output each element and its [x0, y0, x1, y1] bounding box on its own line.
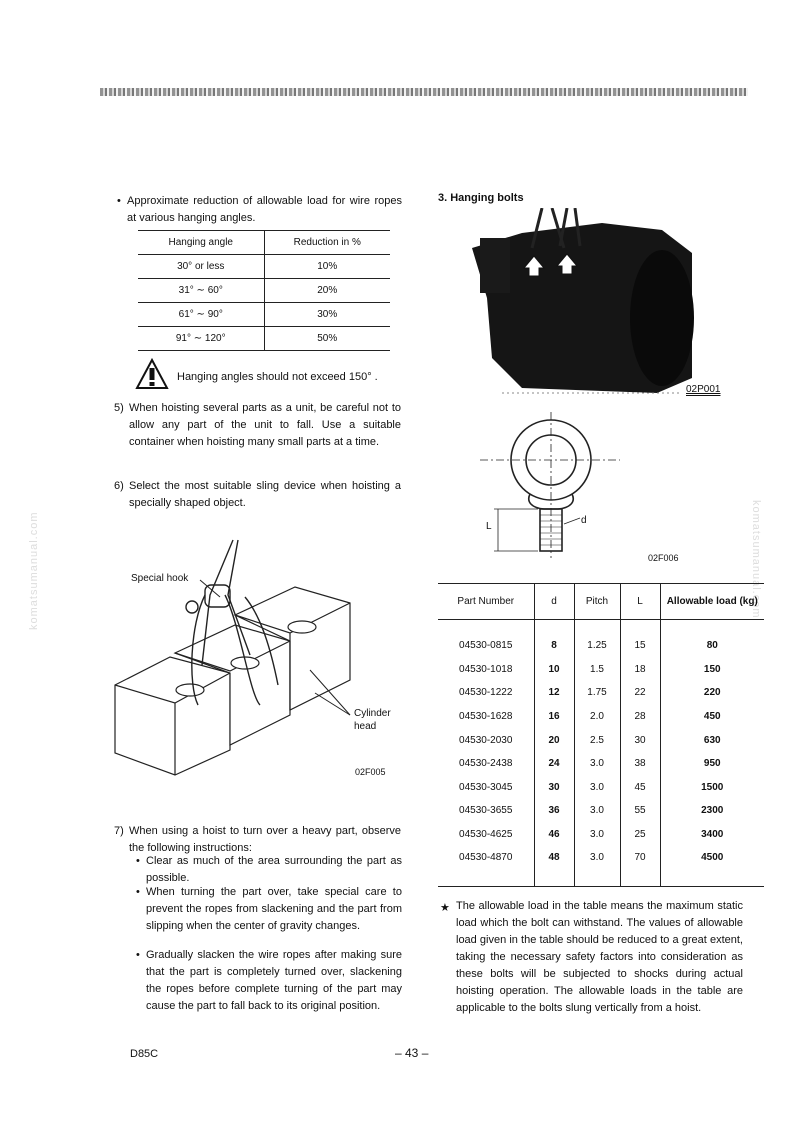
- col-hanging-angle: Hanging angle: [138, 231, 264, 255]
- item7-num: 7): [114, 825, 124, 837]
- cell: 8: [534, 620, 574, 658]
- cell: 28: [620, 705, 660, 729]
- cell: 24: [534, 752, 574, 776]
- col-allowable-load: Allowable load (kg): [660, 584, 764, 620]
- warning-text: Hanging angles should not exceed 150° .: [177, 371, 378, 383]
- cell: 3.0: [574, 823, 620, 847]
- cell: 2.0: [574, 705, 620, 729]
- cell: 1500: [660, 775, 764, 799]
- col-reduction: Reduction in %: [293, 237, 361, 248]
- cell: 3400: [660, 823, 764, 847]
- table-row: [438, 752, 764, 776]
- table-row: [438, 620, 764, 658]
- table-row: [438, 775, 764, 799]
- cell: 30: [534, 775, 574, 799]
- cell: 12: [534, 681, 574, 705]
- header-rule: [100, 88, 748, 96]
- bolt-label-d: d: [581, 515, 587, 526]
- cell: 450: [660, 705, 764, 729]
- cell: 150: [660, 658, 764, 682]
- cell: 630: [660, 728, 764, 752]
- cell: 2300: [660, 799, 764, 823]
- table-row: [438, 728, 764, 752]
- cell: 220: [660, 681, 764, 705]
- table-row: [438, 823, 764, 847]
- intro-bullet: • Approximate reduction of allowable load for wire ropes at various hanging angles.: [127, 193, 402, 227]
- col-l: L: [620, 584, 660, 620]
- cell: 38: [620, 752, 660, 776]
- cell: 04530-1018: [459, 663, 513, 675]
- eye-bolt-drawing: [480, 412, 620, 560]
- bolt-label-l: L: [486, 521, 492, 532]
- photo-code-02p001: 02P001: [686, 384, 721, 395]
- cell: 04530-4625: [459, 828, 513, 840]
- item6-num: 6): [114, 480, 124, 492]
- cell: 16: [534, 705, 574, 729]
- cell: 10: [534, 658, 574, 682]
- note-star: ★: [440, 902, 450, 914]
- cell: 20: [534, 728, 574, 752]
- cell: 18: [620, 658, 660, 682]
- cell: 3.0: [574, 846, 620, 886]
- cell: 1.5: [574, 658, 620, 682]
- watermark-left: komatsumanual.com: [28, 511, 40, 630]
- footer-model: D85C: [130, 1048, 159, 1060]
- cell: 15: [620, 620, 660, 658]
- cell: 22: [620, 681, 660, 705]
- engine-photo: [462, 208, 732, 400]
- special-hook-label: Special hook: [131, 573, 189, 584]
- table-row: [138, 327, 390, 351]
- watermark-right: komatsumanual.com: [750, 500, 762, 619]
- item7-bullet-3: • Gradually slacken the wire ropes after making sure that the part is completely turned over, slackening the ropes before complete turning of the part may cause the part to fall back to its original position.: [146, 947, 402, 1015]
- cell: 61° ∼ 90°: [138, 303, 264, 327]
- cell: 30%: [317, 309, 338, 320]
- item5-num: 5): [114, 402, 124, 414]
- section-heading: 3. Hanging bolts: [438, 192, 524, 204]
- figure-code-02f005: 02F005: [355, 767, 386, 777]
- cell: 48: [534, 846, 574, 886]
- table-row: [138, 303, 390, 327]
- item5-text: When hoisting several parts as a unit, be careful not to allow any part of the unit to fall. Use a suitable container when hoisting many small parts at a time.: [129, 402, 401, 448]
- table-row: [438, 681, 764, 705]
- cell: 04530-1222: [459, 687, 513, 699]
- cell: 25: [620, 823, 660, 847]
- col-part-number: Part Number: [438, 584, 534, 620]
- table-row: [438, 846, 764, 886]
- table-row: [138, 279, 390, 303]
- cell: 55: [620, 799, 660, 823]
- table-row: [438, 658, 764, 682]
- cell: 30° or less: [138, 255, 264, 279]
- item7-bullet-2: • When turning the part over, take special care to prevent the ropes from slackening and the part from slipping when the center of gravity changes.: [146, 884, 402, 935]
- cell: 04530-4870: [438, 846, 534, 886]
- cylinder-head-label: Cylinder head: [354, 708, 391, 732]
- allowable-load-note: The allowable load in the table means the maximum static load which the bolt can withstand. The values of allowable load given in the table should be reduced to a great extent, taking the necessary safety factors into consideration as these bolts will be subjected to shocks during actual hoisting operation. The allowable loads in the table are applicable to the bolts slung vertically from a hoist.: [456, 900, 743, 1014]
- cell: 36: [534, 799, 574, 823]
- cell: 70: [620, 846, 660, 886]
- page-number: – 43 –: [395, 1046, 429, 1060]
- cell: 91° ∼ 120°: [138, 327, 264, 351]
- cell: 04530-2030: [459, 734, 513, 746]
- item6-text: Select the most suitable sling device when hoisting a specially shaped object.: [129, 480, 401, 509]
- cell: 80: [660, 620, 764, 658]
- cell: 45: [620, 775, 660, 799]
- cell: 20%: [317, 285, 338, 296]
- cell: 30: [620, 728, 660, 752]
- cylinder-head-hoisting-figure: [110, 535, 410, 780]
- cell: 3.0: [574, 775, 620, 799]
- cell: 04530-0815: [459, 640, 513, 652]
- cell: 3.0: [574, 752, 620, 776]
- table-row: [438, 799, 764, 823]
- cell: 31° ∼ 60°: [138, 279, 264, 303]
- cell: 10%: [317, 261, 338, 272]
- cell: 50%: [317, 333, 338, 344]
- cell: 950: [660, 752, 764, 776]
- cell: 4500: [660, 846, 764, 886]
- item7-text: When using a hoist to turn over a heavy part, observe the following instructions:: [129, 825, 401, 854]
- figure-code-02f006: 02F006: [648, 553, 679, 563]
- col-d: d: [534, 584, 574, 620]
- table-row: [138, 255, 390, 279]
- item7-bullet-1: • Clear as much of the area surrounding the part as possible.: [146, 853, 402, 887]
- cell: 04530-2438: [459, 758, 513, 770]
- cell: 46: [534, 823, 574, 847]
- table-row: [438, 705, 764, 729]
- hanging-angle-table: [138, 230, 390, 351]
- cell: 1.75: [574, 681, 620, 705]
- cell: 04530-3655: [459, 805, 513, 817]
- cell: 04530-3045: [459, 781, 513, 793]
- cell: 3.0: [574, 799, 620, 823]
- cell: 2.5: [574, 728, 620, 752]
- cell: 04530-1628: [459, 710, 513, 722]
- col-pitch: Pitch: [574, 584, 620, 620]
- warning-icon: [135, 358, 169, 390]
- hanging-bolt-table: [438, 583, 764, 887]
- cell: 1.25: [574, 620, 620, 658]
